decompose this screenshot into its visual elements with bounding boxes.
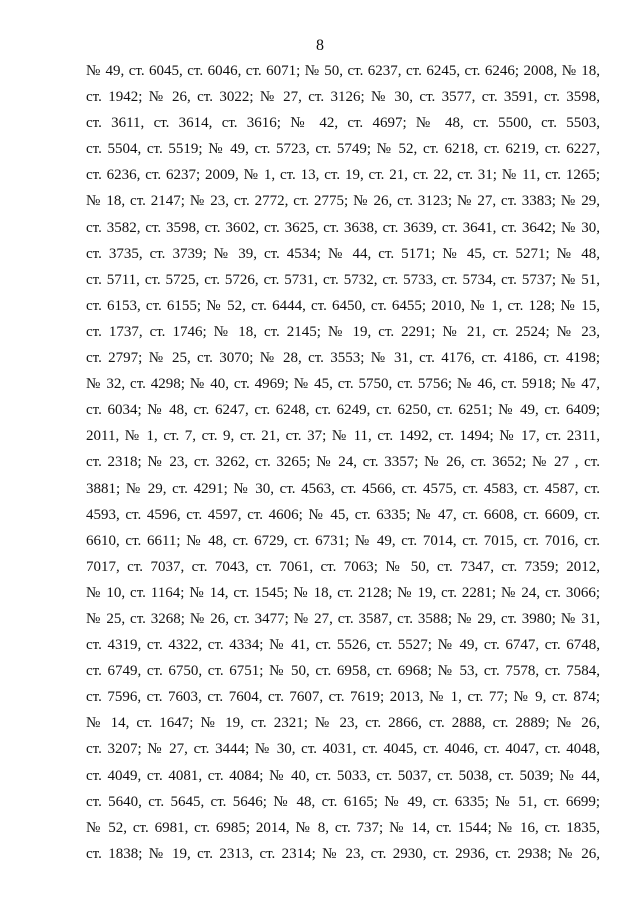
text-line: № 10, ст. 1164; № 14, ст. 1545; № 18, ст. 2128; № 19, ст. 2281; № 24, ст. 3066; — [86, 584, 600, 601]
text-line: ст. 1942; № 26, ст. 3022; № 27, ст. 3126; № 30, ст. 3577, ст. 3591, ст. 3598, — [86, 89, 600, 106]
text-line: ст. 5504, ст. 5519; № 49, ст. 5723, ст. 5749; № 52, ст. 6218, ст. 6219, ст. 6227, — [86, 141, 600, 158]
text-line: № 52, ст. 6981, ст. 6985; 2014, № 8, ст. 737; № 14, ст. 1544; № 16, ст. 1835, — [86, 819, 600, 836]
text-line: ст. 2318; № 23, ст. 3262, ст. 3265; № 24, ст. 3357; № 26, ст. 3652; № 27 , ст. — [86, 454, 600, 471]
text-line: ст. 5711, ст. 5725, ст. 5726, ст. 5731, ст. 5732, ст. 5733, ст. 5734, ст. 5737; № 51, — [86, 271, 600, 288]
text-line: 6610, ст. 6611; № 48, ст. 6729, ст. 6731; № 49, ст. 7014, ст. 7015, ст. 7016, ст. — [86, 532, 600, 549]
body-text — [86, 58, 600, 867]
text-line: ст. 7596, ст. 7603, ст. 7604, ст. 7607, ст. 7619; 2013, № 1, ст. 77; № 9, ст. 874; — [86, 689, 600, 706]
text-line: ст. 3582, ст. 3598, ст. 3602, ст. 3625, ст. 3638, ст. 3639, ст. 3641, ст. 3642; № 30, — [86, 219, 600, 236]
text-line: 3881; № 29, ст. 4291; № 30, ст. 4563, ст. 4566, ст. 4575, ст. 4583, ст. 4587, ст. — [86, 480, 600, 497]
text-line: ст. 6034; № 48, ст. 6247, ст. 6248, ст. 6249, ст. 6250, ст. 6251; № 49, ст. 6409; — [86, 402, 600, 419]
text-line: ст. 5640, ст. 5645, ст. 5646; № 48, ст. 6165; № 49, ст. 6335; № 51, ст. 6699; — [86, 793, 600, 810]
text-line: № 49, ст. 6045, ст. 6046, ст. 6071; № 50, ст. 6237, ст. 6245, ст. 6246; 2008, № 18, — [86, 63, 600, 79]
text-line: № 14, ст. 1647; № 19, ст. 2321; № 23, ст. 2866, ст. 2888, ст. 2889; № 26, — [86, 715, 600, 732]
text-line: № 18, ст. 2147; № 23, ст. 2772, ст. 2775; № 26, ст. 3123; № 27, ст. 3383; № 29, — [86, 193, 600, 210]
text-line: ст. 3735, ст. 3739; № 39, ст. 4534; № 44, ст. 5171; № 45, ст. 5271; № 48, — [86, 245, 600, 262]
text-line: ст. 3611, ст. 3614, ст. 3616; № 42, ст. 4697; № 48, ст. 5500, ст. 5503, — [86, 115, 600, 132]
text-line: ст. 6236, ст. 6237; 2009, № 1, ст. 13, ст. 19, ст. 21, ст. 22, ст. 31; № 11, ст. 1265; — [86, 167, 600, 184]
text-line: № 32, ст. 4298; № 40, ст. 4969; № 45, ст. 5750, ст. 5756; № 46, ст. 5918; № 47, — [86, 376, 600, 393]
text-line: ст. 3207; № 27, ст. 3444; № 30, ст. 4031, ст. 4045, ст. 4046, ст. 4047, ст. 4048, — [86, 741, 600, 758]
text-line: ст. 4319, ст. 4322, ст. 4334; № 41, ст. 5526, ст. 5527; № 49, ст. 6747, ст. 6748, — [86, 637, 600, 654]
text-line: 4593, ст. 4596, ст. 4597, ст. 4606; № 45, ст. 6335; № 47, ст. 6608, ст. 6609, ст. — [86, 506, 600, 523]
text-line: ст. 6749, ст. 6750, ст. 6751; № 50, ст. 6958, ст. 6968; № 53, ст. 7578, ст. 7584, — [86, 663, 600, 680]
text-line: ст. 1737, ст. 1746; № 18, ст. 2145; № 19, ст. 2291; № 21, ст. 2524; № 23, — [86, 323, 600, 340]
text-line: ст. 2797; № 25, ст. 3070; № 28, ст. 3553; № 31, ст. 4176, ст. 4186, ст. 4198; — [86, 350, 600, 367]
text-line: ст. 6153, ст. 6155; № 52, ст. 6444, ст. 6450, ст. 6455; 2010, № 1, ст. 128; № 15, — [86, 297, 600, 314]
text-line: 7017, ст. 7037, ст. 7043, ст. 7061, ст. 7063; № 50, ст. 7347, ст. 7359; 2012, — [86, 558, 600, 575]
text-line: ст. 1838; № 19, ст. 2313, ст. 2314; № 23, ст. 2930, ст. 2936, ст. 2938; № 26, — [86, 845, 600, 862]
page-number: 8 — [316, 37, 324, 54]
text-line: № 25, ст. 3268; № 26, ст. 3477; № 27, ст. 3587, ст. 3588; № 29, ст. 3980; № 31, — [86, 610, 600, 627]
text-line: 2011, № 1, ст. 7, ст. 9, ст. 21, ст. 37; № 11, ст. 1492, ст. 1494; № 17, ст. 2311, — [86, 428, 600, 445]
text-line: ст. 4049, ст. 4081, ст. 4084; № 40, ст. 5033, ст. 5037, ст. 5038, ст. 5039; № 44, — [86, 767, 600, 784]
